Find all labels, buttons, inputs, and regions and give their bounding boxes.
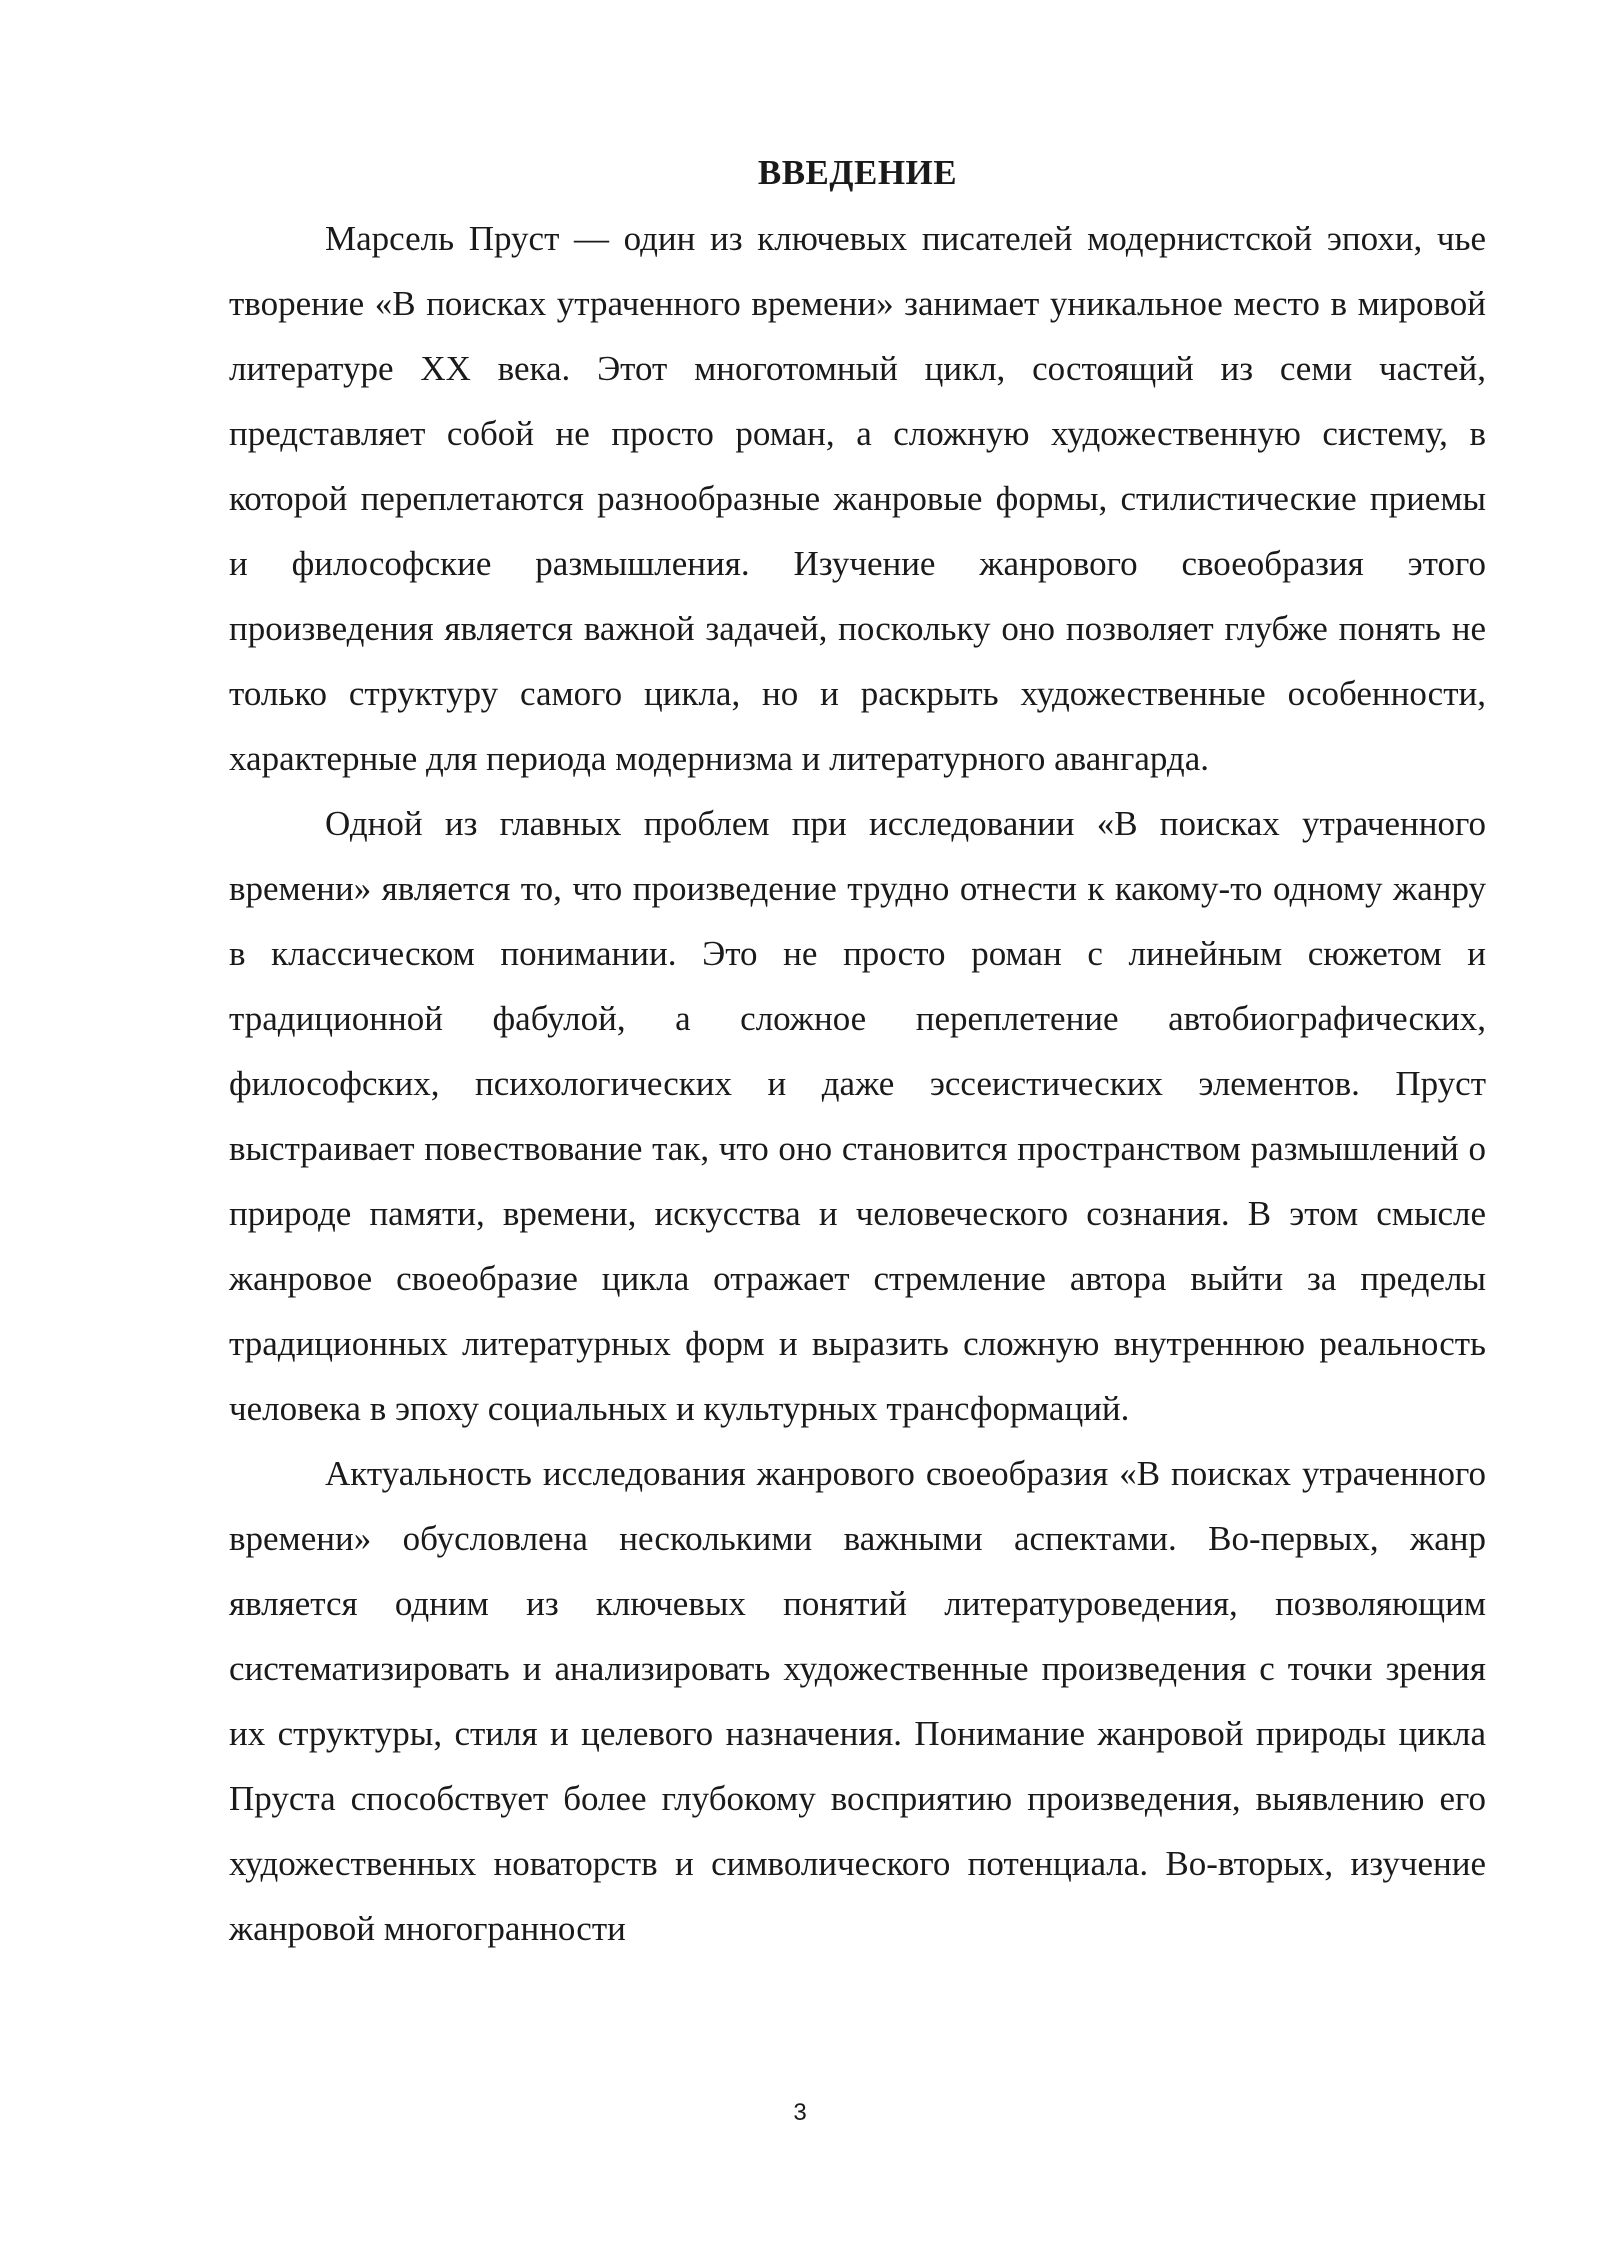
page-number: 3	[793, 2099, 807, 2126]
document-body	[229, 148, 1486, 1961]
section-heading: ВВЕДЕНИЕ	[757, 153, 958, 192]
paragraph-3: Актуальность исследования жанрового своеобразия «В поисках утраченного времени» обусловлена несколькими важными аспектами. Во-первых, жанр является одним из ключевых понятий литературоведения, позволяющим систематизировать и анализировать художественные произведения с точки зрения их структуры, стиля и целевого назначения. Понимание жанровой природы цикла Пруста способствует более глубокому восприятию произведения, выявлению его художественных новаторств и символического потенциала. Во-вторых, изучение жанровой многогранности	[229, 1454, 1486, 1948]
paragraph-2: Одной из главных проблем при исследовании «В поисках утраченного времени» является то, что произведение трудно отнести к какому-то одному жанру в классическом понимании. Это не просто роман с линейным сюжетом и традиционной фабулой, а сложное переплетение автобиографических, философских, психологических и даже эссеистических элементов. Пруст выстраивает повествование так, что оно становится пространством размышлений о природе памяти, времени, искусства и человеческого сознания. В этом смысле жанровое своеобразие цикла отражает стремление автора выйти за пределы традиционных литературных форм и выразить сложную внутреннюю реальность человека в эпоху социальных и культурных трансформаций.	[229, 804, 1486, 1428]
paragraph-1: Марсель Пруст — один из ключевых писателей модернистской эпохи, чье творение «В поисках утраченного времени» занимает уникальное место в мировой литературе XX века. Этот многотомный цикл, состоящий из семи частей, представляет собой не просто роман, а сложную художественную систему, в которой переплетаются разнообразные жанровые формы, стилистические приемы и философские размышления. Изучение жанрового своеобразия этого произведения является важной задачей, поскольку оно позволяет глубже понять не только структуру самого цикла, но и раскрыть художественные особенности, характерные для периода модернизма и литературного авангарда.	[229, 219, 1486, 778]
